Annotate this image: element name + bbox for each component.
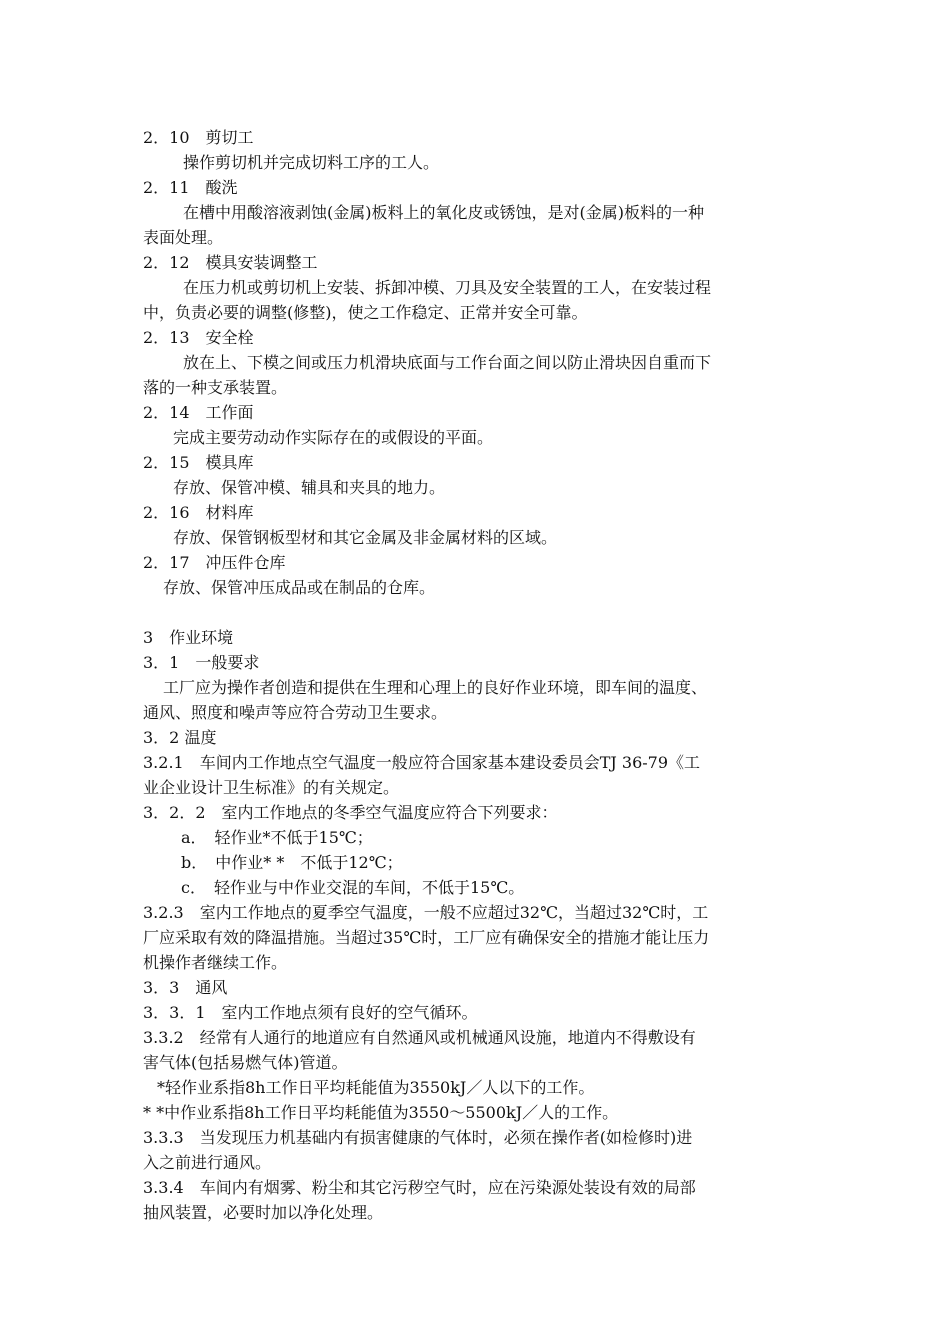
section-heading-3-2: 3．2 温度 [143,728,217,747]
body-text: 通风、照度和噪声等应符合劳动卫生要求。 [143,703,448,722]
section-heading-3-1: 3．1 一般要求 [143,653,260,672]
section-heading-3-3: 3．3 通风 [143,978,228,997]
definition-text: 存放、保管钢板型材和其它金属及非金属材料的区域。 [173,528,558,547]
body-text: 工厂应为操作者创造和提供在生理和心理上的良好作业环境，即车间的温度、 [163,678,708,697]
footnote-light-work: *轻作业系指8h工作日平均耗能值为3550kJ／人以下的工作。 [157,1078,595,1097]
definition-text: 在槽中用酸溶液剥蚀(金属)板料上的氧化皮或锈蚀，是对(金属)板料的一种 [183,203,704,222]
footnote-medium-work: * *中作业系指8h工作日平均耗能值为3550～5500kJ／人的工作。 [143,1103,619,1122]
section-heading-2-15: 2．15 模具库 [143,453,254,472]
clause-3-3-1: 3．3．1 室内工作地点须有良好的空气循环。 [143,1003,478,1022]
list-item-a: a． 轻作业*不低于15℃； [181,828,373,847]
definition-text: 在压力机或剪切机上安装、拆卸冲模、刀具及安全装置的工人，在安装过程 [183,278,712,297]
body-text: 害气体(包括易燃气体)管道。 [143,1053,348,1072]
section-heading-2-17: 2．17 冲压件仓库 [143,553,286,572]
definition-text: 存放、保管冲模、辅具和夹具的地力。 [173,478,446,497]
body-text: 抽风装置，必要时加以净化处理。 [143,1203,384,1222]
section-heading-2-13: 2．13 安全栓 [143,328,254,347]
definition-text: 操作剪切机并完成切料工序的工人。 [183,153,440,172]
definition-text: 完成主要劳动动作实际存在的或假设的平面。 [173,428,494,447]
chapter-heading-3: 3 作业环境 [143,628,234,647]
blank-line [143,600,813,625]
body-text: 厂应采取有效的降温措施。当超过35℃时，工厂应有确保安全的措施才能让压力 [143,928,710,947]
body-text: 入之前进行通风。 [143,1153,272,1172]
definition-text: 表面处理。 [143,228,224,247]
section-heading-2-14: 2．14 工作面 [143,403,254,422]
body-text: 机操作者继续工作。 [143,953,288,972]
clause-3-2-3: 3.2.3 室内工作地点的夏季空气温度，一般不应超过32℃，当超过32℃时，工 [143,903,709,922]
section-heading-2-10: 2．10 剪切工 [143,128,254,147]
section-heading-2-12: 2．12 模具安装调整工 [143,253,318,272]
definition-text: 中，负责必要的调整(修整)，使之工作稳定、正常并安全可靠。 [143,303,588,322]
clause-3-3-3: 3.3.3 当发现压力机基础内有损害健康的气体时，必须在操作者(如检修时)进 [143,1128,693,1147]
document-page [143,125,813,1225]
clause-3-3-4: 3.3.4 车间内有烟雾、粉尘和其它污秽空气时，应在污染源处装设有效的局部 [143,1178,696,1197]
section-heading-2-16: 2．16 材料库 [143,503,254,522]
list-item-c: c． 轻作业与中作业交混的车间，不低于15℃。 [181,878,525,897]
definition-text: 存放、保管冲压成品或在制品的仓库。 [163,578,436,597]
list-item-b: b． 中作业* * 不低于12℃； [181,853,403,872]
definition-text: 落的一种支承装置。 [143,378,288,397]
section-heading-2-11: 2．11 酸洗 [143,178,238,197]
definition-text: 放在上、下模之间或压力机滑块底面与工作台面之间以防止滑块因自重而下 [183,353,712,372]
clause-3-2-1: 3.2.1 车间内工作地点空气温度一般应符合国家基本建设委员会TJ 36-79《工 [143,753,701,772]
body-text: 业企业设计卫生标准》的有关规定。 [143,778,400,797]
clause-3-2-2: 3．2．2 室内工作地点的冬季空气温度应符合下列要求： [143,803,558,822]
clause-3-3-2: 3.3.2 经常有人通行的地道应有自然通风或机械通风设施，地道内不得敷设有 [143,1028,696,1047]
